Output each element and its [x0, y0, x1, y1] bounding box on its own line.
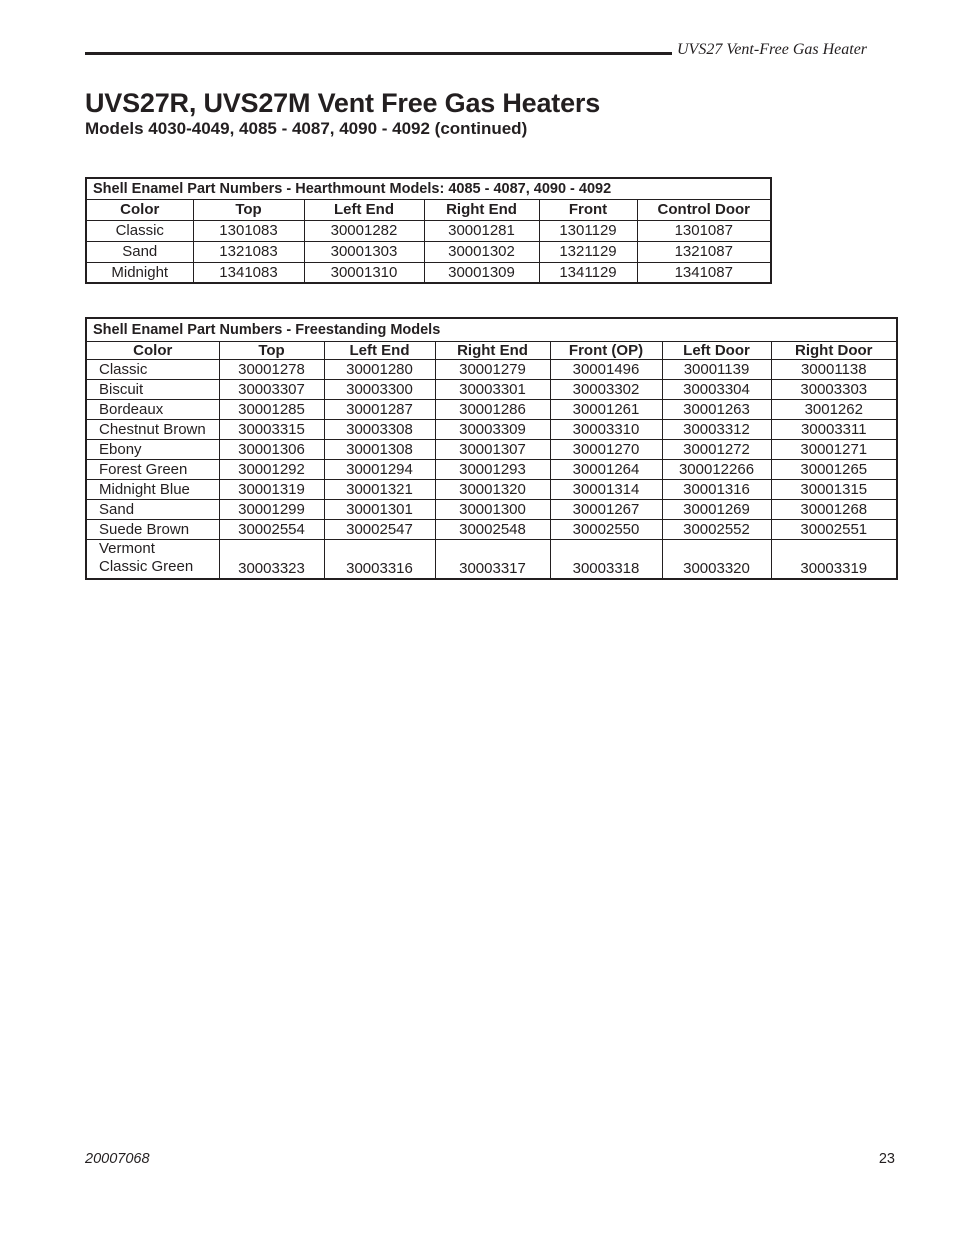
color-name-cell: Ebony	[86, 439, 219, 459]
page-number: 23	[878, 1151, 895, 1167]
table-cell: 1321083	[193, 241, 304, 262]
table-cell: 30003317	[435, 539, 550, 579]
table-row	[86, 419, 897, 439]
column-header: Front	[539, 199, 637, 220]
table-row	[86, 399, 897, 419]
column-header: Right End	[435, 341, 550, 359]
table-cell: 30003318	[550, 539, 662, 579]
page-title: UVS27R, UVS27M Vent Free Gas Heaters	[85, 88, 601, 118]
table-cell: 1301087	[637, 220, 771, 241]
table-cell: Classic	[86, 220, 193, 241]
table-cell: 30001309	[424, 262, 539, 283]
hearthmount-parts-table	[85, 177, 772, 284]
table-cell: 30003300	[324, 379, 435, 399]
table-row	[86, 359, 897, 379]
table-cell: 30001285	[219, 399, 324, 419]
table-cell: 1321129	[539, 241, 637, 262]
table-cell: 30002554	[219, 519, 324, 539]
table-cell: 30001264	[550, 459, 662, 479]
header-title: UVS27 Vent-Free Gas Heater	[677, 41, 868, 58]
table-cell: 30001293	[435, 459, 550, 479]
page-subtitle: Models 4030-4049, 4085 - 4087, 4090 - 4092 (continued)	[85, 119, 528, 138]
table-cell: 30001294	[324, 459, 435, 479]
table-cell: 30001303	[304, 241, 424, 262]
table-cell: 30003320	[662, 539, 771, 579]
table-row	[86, 220, 771, 241]
table-cell: 30001286	[435, 399, 550, 419]
table-cell: 30001316	[662, 479, 771, 499]
table-cell: 30003316	[324, 539, 435, 579]
table-cell: 30001139	[662, 359, 771, 379]
table-cell: 30001315	[771, 479, 897, 499]
table-cell: 30001268	[771, 499, 897, 519]
column-header: Left End	[304, 199, 424, 220]
color-name-cell: Biscuit	[86, 379, 219, 399]
table-row	[86, 459, 897, 479]
table-cell: 30003315	[219, 419, 324, 439]
table-cell: 30001292	[219, 459, 324, 479]
table-cell: 30001281	[424, 220, 539, 241]
table-cell: 30002552	[662, 519, 771, 539]
table-cell: 30001261	[550, 399, 662, 419]
table-cell: 1321087	[637, 241, 771, 262]
table-cell: 30003309	[435, 419, 550, 439]
column-header: Left Door	[662, 341, 771, 359]
table-cell: 30001287	[324, 399, 435, 419]
table-cell: Sand	[86, 241, 193, 262]
table-cell: 300012266	[662, 459, 771, 479]
column-header: Right End	[424, 199, 539, 220]
table-cell: 1341129	[539, 262, 637, 283]
table-cell: 30001265	[771, 459, 897, 479]
table-cell: 3001262	[771, 399, 897, 419]
table-row	[86, 519, 897, 539]
table-cell: 30003307	[219, 379, 324, 399]
table-cell: 30001310	[304, 262, 424, 283]
table-cell: 30001271	[771, 439, 897, 459]
table-cell: 30001301	[324, 499, 435, 519]
header-rule	[85, 52, 672, 55]
table-cell: 30001314	[550, 479, 662, 499]
column-header: Color	[86, 341, 219, 359]
color-name-cell: Suede Brown	[86, 519, 219, 539]
table-cell: 30003308	[324, 419, 435, 439]
column-header: Control Door	[637, 199, 771, 220]
column-header: Front (OP)	[550, 341, 662, 359]
table-cell: 30001299	[219, 499, 324, 519]
column-header: Top	[219, 341, 324, 359]
color-name-cell: Midnight Blue	[86, 479, 219, 499]
table-cell: 30001308	[324, 439, 435, 459]
table-cell: 30002551	[771, 519, 897, 539]
table-cell: 30001263	[662, 399, 771, 419]
color-name-cell: Sand	[86, 499, 219, 519]
column-header: Top	[193, 199, 304, 220]
color-name-cell: Chestnut Brown	[86, 419, 219, 439]
color-name-cell: Bordeaux	[86, 399, 219, 419]
table-cell: 30001320	[435, 479, 550, 499]
table-cell: 30003302	[550, 379, 662, 399]
table-cell: 30001321	[324, 479, 435, 499]
table-cell: 30001138	[771, 359, 897, 379]
column-header: Right Door	[771, 341, 897, 359]
document-number: 20007068	[85, 1151, 150, 1167]
table-cell: 1341087	[637, 262, 771, 283]
table-row	[86, 439, 897, 459]
column-header: Color	[86, 199, 193, 220]
table-caption: Shell Enamel Part Numbers - Freestanding Models	[86, 318, 897, 341]
table-cell: 30003310	[550, 419, 662, 439]
table-cell: 30001279	[435, 359, 550, 379]
table-cell: 1301083	[193, 220, 304, 241]
table-cell: 30001302	[424, 241, 539, 262]
color-name-cell: Forest Green	[86, 459, 219, 479]
table-cell: 30001272	[662, 439, 771, 459]
table-cell: 30001269	[662, 499, 771, 519]
table-cell: 30001307	[435, 439, 550, 459]
table-cell: 30002547	[324, 519, 435, 539]
table-row	[86, 479, 897, 499]
table-cell: 1301129	[539, 220, 637, 241]
table-cell: 30001270	[550, 439, 662, 459]
table-cell: Midnight	[86, 262, 193, 283]
table-cell: 30001319	[219, 479, 324, 499]
table-cell: 30003304	[662, 379, 771, 399]
table-row	[86, 241, 771, 262]
table-cell: 30003311	[771, 419, 897, 439]
table-cell: 30003319	[771, 539, 897, 579]
table-row	[86, 379, 897, 399]
color-name-cell: Vermont Classic Green	[86, 539, 219, 579]
color-name-cell: Classic	[86, 359, 219, 379]
table-cell: 30003303	[771, 379, 897, 399]
table-cell: 30003323	[219, 539, 324, 579]
table-cell: 30001282	[304, 220, 424, 241]
table-caption: Shell Enamel Part Numbers - Hearthmount Models: 4085 - 4087, 4090 - 4092	[86, 178, 771, 199]
column-header: Left End	[324, 341, 435, 359]
table-cell: 30001306	[219, 439, 324, 459]
table-cell: 1341083	[193, 262, 304, 283]
table-cell: 30001280	[324, 359, 435, 379]
freestanding-parts-table	[85, 317, 898, 580]
table-cell: 30003312	[662, 419, 771, 439]
table-row	[86, 262, 771, 283]
table-cell: 30001267	[550, 499, 662, 519]
table-cell: 30002548	[435, 519, 550, 539]
table-row	[86, 499, 897, 519]
table-cell: 30003301	[435, 379, 550, 399]
table-row	[86, 539, 897, 579]
table-cell: 30001496	[550, 359, 662, 379]
table-cell: 30001278	[219, 359, 324, 379]
table-cell: 30002550	[550, 519, 662, 539]
table-cell: 30001300	[435, 499, 550, 519]
